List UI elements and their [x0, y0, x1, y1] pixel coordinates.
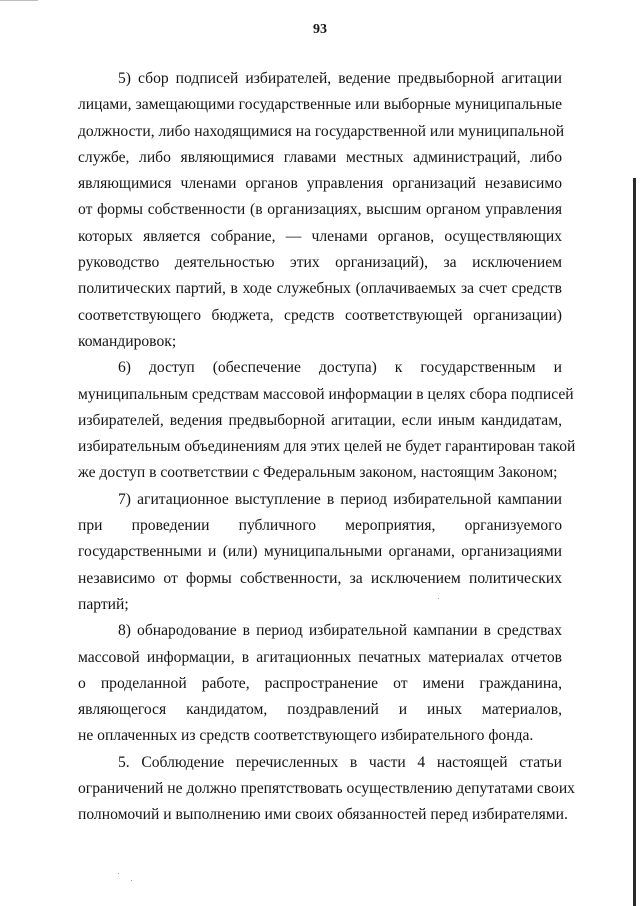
text-line: муниципальным средствам массовой информации в целях сбора подписей	[78, 385, 574, 403]
scan-speck	[131, 880, 132, 881]
text-line: ограничений не должно препятствовать осуществлению депутатами своих	[78, 780, 575, 798]
text-line: являющегося кандидатом, поздравлений и иных материалов,	[78, 701, 562, 719]
text-line: не оплаченных из средств соответствующего избирательного фонда.	[78, 727, 534, 745]
text-line: же доступ в соответствии с Федеральным законом, настоящим Законом;	[78, 464, 558, 482]
scan-edge-shadow	[633, 178, 636, 906]
text-line: массовой информации, в агитационных печатных материалах отчетов	[78, 648, 562, 666]
text-line: независимо от формы собственности, за исключением политических	[78, 569, 562, 587]
text-line: государственными и (или) муниципальными органами, организациями	[78, 543, 562, 561]
paragraph-part-5	[78, 750, 575, 829]
paragraph-item-7	[78, 487, 562, 618]
text-line: 5. Соблюдение перечисленных в части 4 настоящей статьи	[118, 753, 562, 771]
text-line: 5) сбор подписей избирателей, ведение предвыборной агитации	[118, 70, 562, 87]
text-line: о проделанной работе, распространение от имени гражданина,	[78, 674, 562, 692]
text-line: полномочий и выполнению ими своих обязанностей перед избирателями.	[78, 806, 568, 824]
text-line: соответствующего бюджета, средств соответствующей организации)	[78, 306, 562, 324]
text-line: 7) агитационное выступление в период избирательной кампании	[118, 490, 562, 508]
text-line: должности, либо находящимися на государственной или муниципальной	[78, 122, 565, 140]
scan-corner-mark	[0, 0, 38, 4]
text-line: партий;	[78, 595, 129, 613]
document-body	[78, 66, 576, 829]
page-number: 93	[313, 22, 327, 37]
text-line: службе, либо являющимися главами местных администраций, либо	[78, 148, 562, 166]
scan-speck	[118, 873, 119, 874]
text-line: руководство деятельностью этих организаций), за исключением	[78, 254, 562, 272]
text-line: являющимися членами органов управления организаций независимо	[78, 175, 562, 193]
text-line: от формы собственности (в организациях, высшим органом управления	[78, 201, 562, 219]
text-line: командировок;	[78, 332, 177, 350]
text-line: 6) доступ (обеспечение доступа) к государственным и	[118, 359, 562, 377]
text-line: при проведении публичного мероприятия, организуемого	[78, 517, 562, 535]
paragraph-item-8	[78, 618, 562, 749]
text-line: избирательным объединениям для этих целей не будет гарантирован такой	[78, 438, 576, 456]
text-line: политических партий, в ходе служебных (оплачиваемых за счет средств	[78, 280, 562, 298]
text-line: которых является собрание, — членами органов, осуществляющих	[78, 227, 562, 245]
paragraph-item-6	[78, 355, 576, 486]
text-line: лицами, замещающими государственные или выборные муниципальные	[78, 96, 562, 114]
text-line: избирателей, ведения предвыборной агитации, если иным кандидатам,	[78, 411, 562, 429]
text-line: 8) обнародование в период избирательной кампании в средствах	[118, 622, 562, 640]
paragraph-item-5	[78, 66, 565, 355]
